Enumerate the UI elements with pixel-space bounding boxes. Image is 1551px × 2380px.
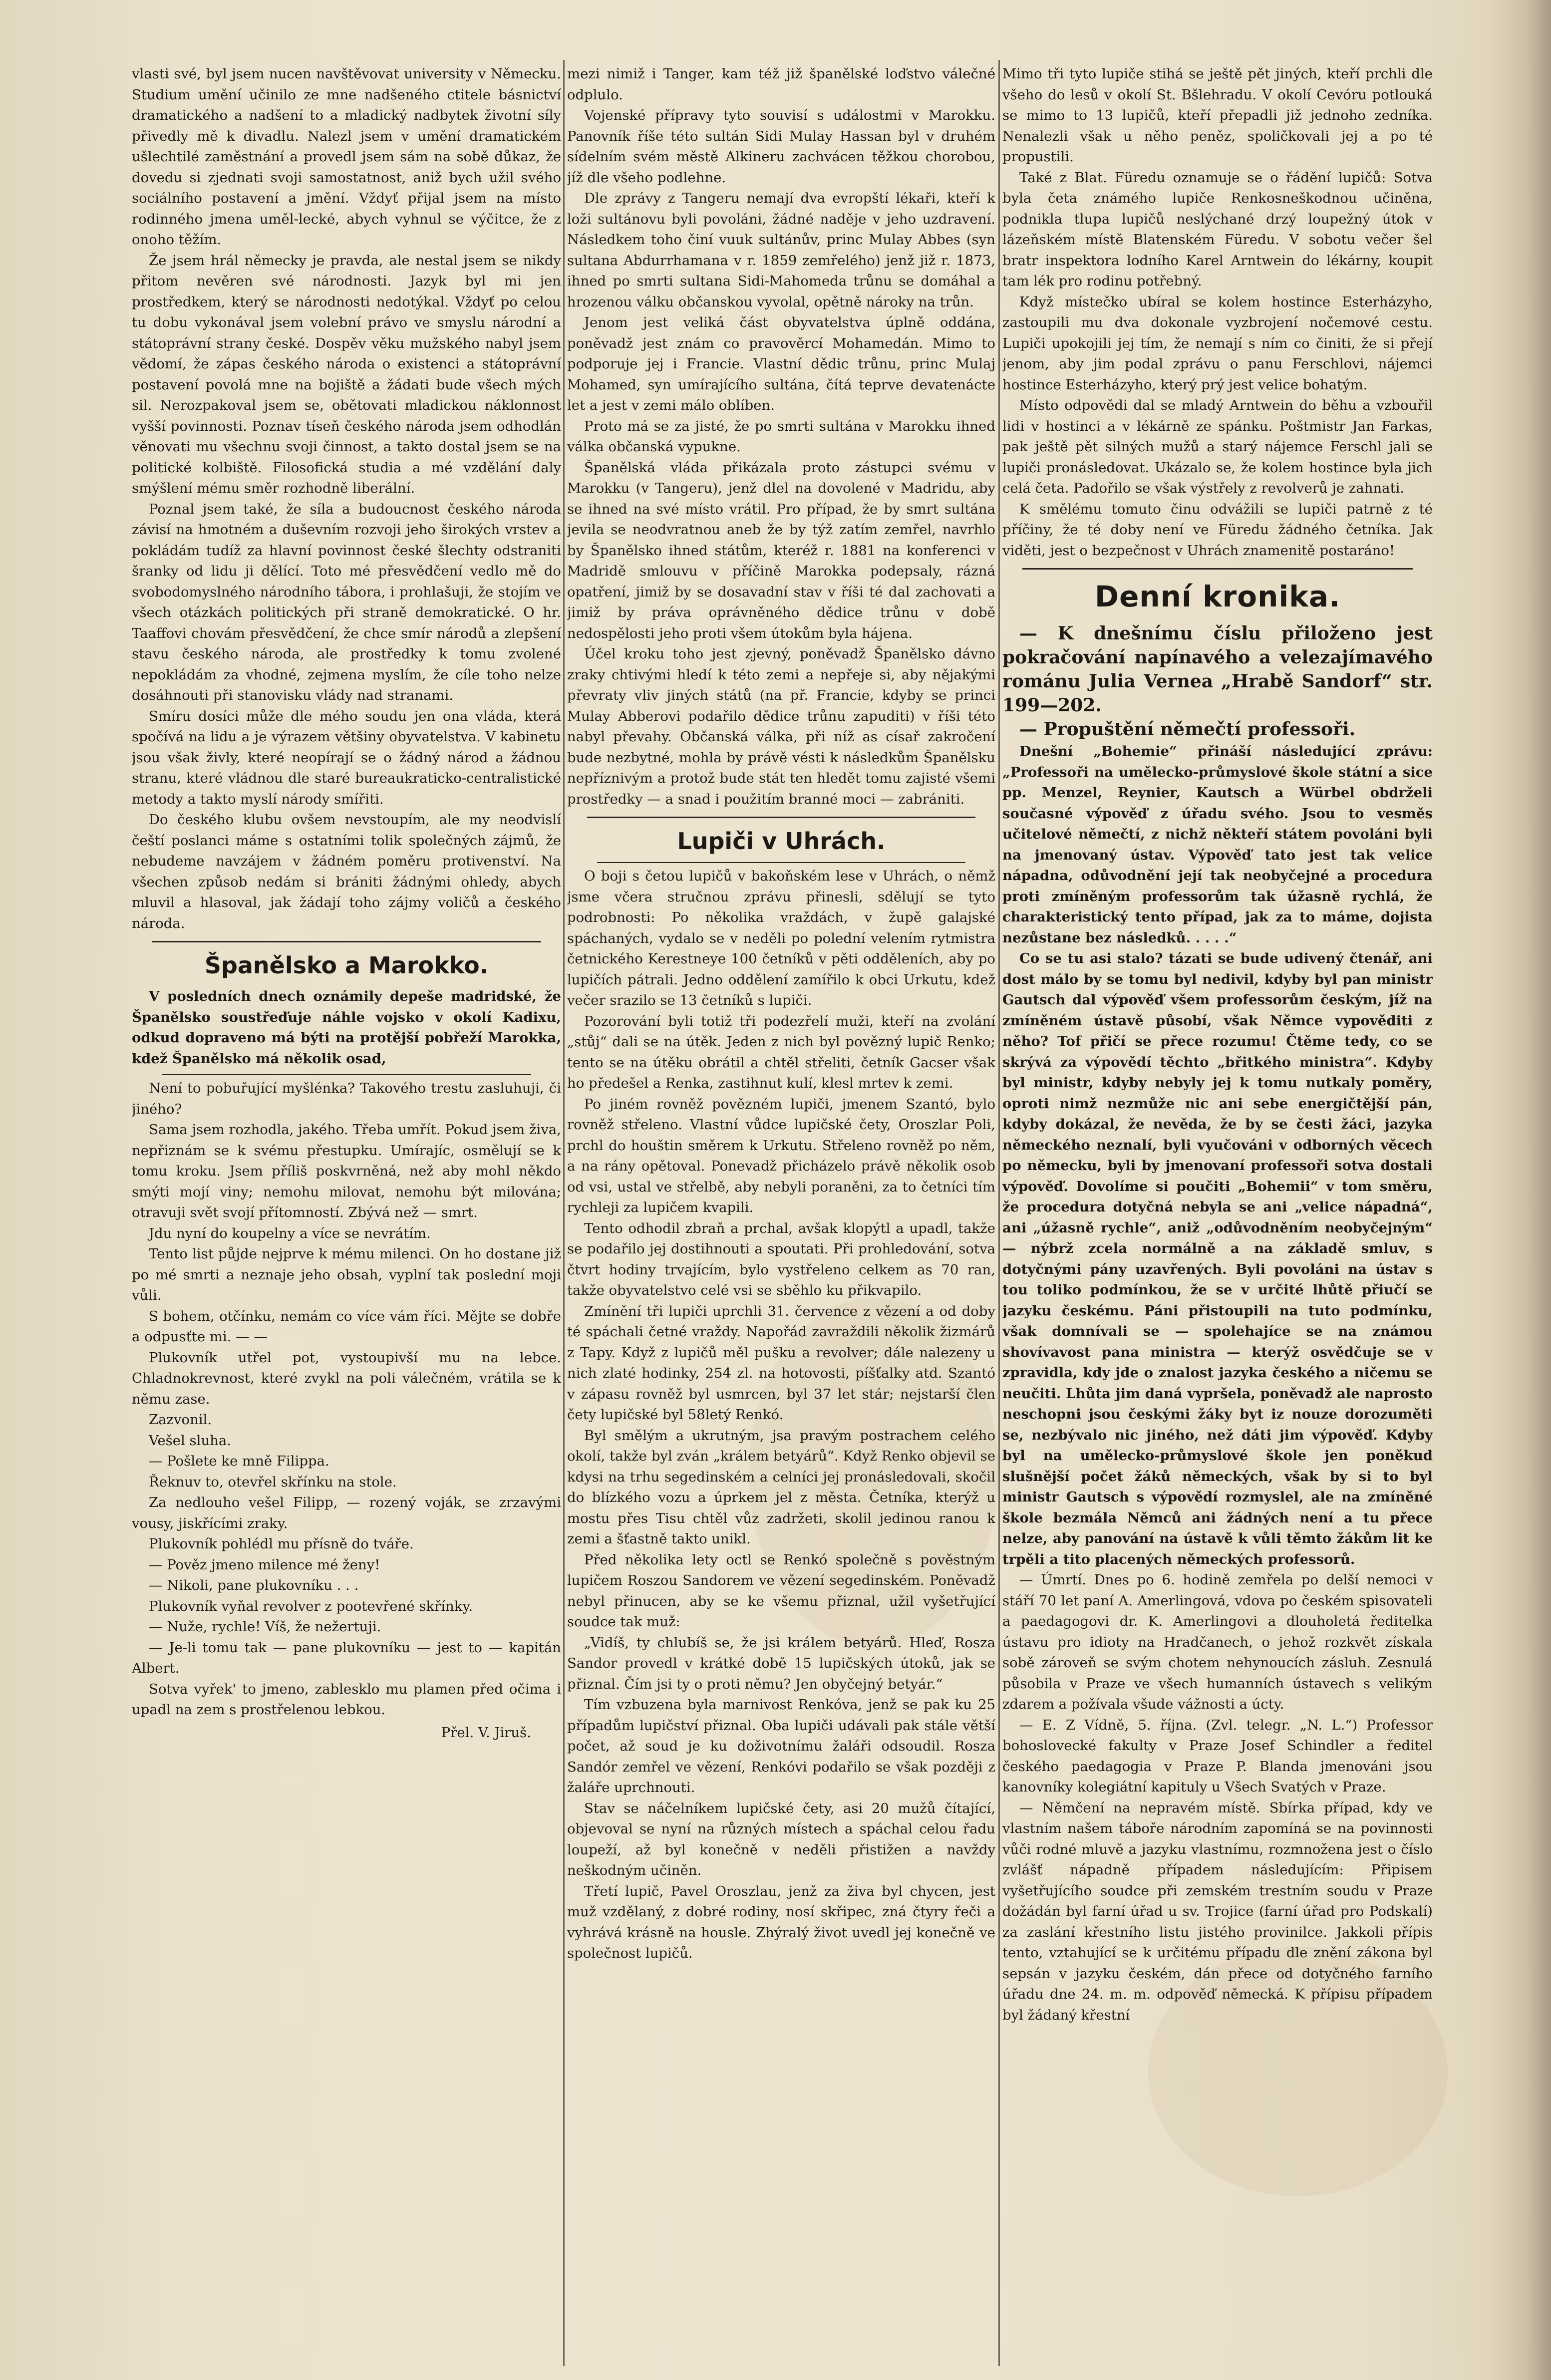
story-line: — Nikoli, pane plukovníku . . . [149,1577,359,1593]
story-line: S bohem, otčínku, nemám co více vám říci. Mějte se dobře a odpusťte mi. — — [132,1308,561,1345]
paragraph: mezi nimiž i Tanger, kam též již španělské loďstvo válečné odplulo. [567,66,995,103]
paragraph: Smíru dosíci může dle mého soudu jen ona vláda, která spočívá na lidu a je výrazem většiny obyvatelstva. V kabinetu jsou však živly, které neopírají se o žádný národ a žádnou stranu, které vládnou dle staré bureaukraticko-centralistické metody a takto myslí národy smířiti. [132,708,561,807]
story-line: Jdu nyní do koupelny a více se nevrátím. [149,1225,431,1241]
column-rule [563,60,565,2366]
lead-notice: — K dnešnímu číslu přiloženo jest pokračování napínavého a velezajímavého románu Julia Vernea „Hrabě Sandorf“ str. 199—202. [1002,623,1433,716]
story-line: Tento list půjde nejprve k mému milenci. On ho dostane již po mé smrti a neznaje jeho obsah, vyplní tak poslední moji vůli. [132,1246,561,1303]
paragraph: — E. Z Vídně, 5. října. (Zvl. telegr. „N. L.“) Professor bohoslovecké fakulty v Praze Josef Schindler a ředitel českého paedagogia v Praze P. Blanda jmenováni jsou kanovníky kolegiátní kapituly u Všech Svatých v Praze. [1002,1717,1433,1795]
signature: Přel. V. Jiruš. [441,1724,531,1741]
section-divider [162,1074,531,1075]
paragraph: Místo odpovědi dal se mladý Arntwein do běhu a vzbouřil lidi v hostinci a v lékárně ze spánku. Poštmistr Jan Farkas, pak ještě pět silných mužů a starý nájemce Ferschl jali se lupiči pronásledovat. Ukázalo se, že kolem hostince byla jich celá četa. Padořilo se však výstřely z revolverů je zahnati. [1002,397,1433,496]
paragraph: Že jsem hrál německy je pravda, ale nestal jsem se nikdy přitom nevěren své národnosti. Jazyk byl mi jen prostředkem, který se národnosti nedotýkal. Vždyť po celou tu dobu vykonával jsem volební právo ve smyslu národní a státoprávní strany české. Dospěv věku mužského nabyl jsem vědomí, že zápas českého národa o existenci a státoprávní postavení povolá mne na bojiště a žádati bude všech mých sil. Nerozpakoval jsem se, obětovati mladickou náklonnost vyšší povinnosti. Poznav tíseň českého národa jsem odhodlán věnovati mu všechnu svoji činnost, a takto dostal jsem se na politické kolbiště. Filosofická studia a mé vzdělání daly smýšlení mému směr rozhodně liberální. [132,252,561,496]
story-line: Plukovník utřel pot, vystoupivší mu na lebce. Chladnokrevnost, které zvykl na poli válečném, vrátila se k němu zase. [132,1349,561,1407]
paragraph: Pozorování byli totiž tři podezřelí muži, kteří na zvolání „stůj“ dali se na útěk. Jeden z nich byl povězný lupič Renko; tento se na útěku obrátil a chtěl střeliti, četník Gacser však ho předešel a Renka, zastihnut kulí, klesl mrtev k zemi. [567,1013,995,1091]
story-line: Řeknuv to, otevřel skřínku na stole. [149,1474,397,1490]
story-line: Zazvonil. [149,1412,212,1428]
section-divider [597,862,965,863]
section-heading: Španělsko a Marokko. [204,952,489,979]
paragraph: Do českého klubu ovšem nevstoupím, ale my neodvislí čeští poslanci máme s ostatními tolik společných zájmů, že nebudeme navzájem v žádném poměru protivenství. Na všechen způsob nedám si brániti žádnými ohledy, abych mluvil a hlasoval, jak žádají toho zájmy voličů a českého národa. [132,812,561,931]
story-line: Vešel sluha. [149,1432,231,1449]
paragraph: — Němčení na nepravém místě. Sbírka případ, kdy ve vlastním našem táboře národním zapomíná se na povinnosti vůči rodné mluvě a jazyku vlastnímu, rozmnožena jest o číslo zvlášť nápadně případem následujícím: Připisem vyšetřujícího soudce při zemském trestním soudu v Praze dožádán byl farní úřad u sv. Trojice (farní úřad pro Podskalí) za zaslání křestního listu jistého provinilce. Jakkoli přípis tento, vztahující se k určitému případu dle znění zákona byl sepsán v jazyku českém, dán přece od dotyčného farního úřadu dne 24. m. m. odpověď německá. K přípisu případem byl žádaný křestní [1002,1799,1433,2023]
paragraph: „Vidíš, ty chlubíš se, že jsi králem betyárů. Hleď, Rosza Sandor provedl v krátké době 15 lupičských útoků, jak se přiznal. Čím jsi ty o proti němu? Jen obyčejný betyár.“ [567,1634,995,1692]
section-heading: Lupiči v Uhrách. [677,828,886,855]
paragraph: V posledních dnech oznámily depeše madridské, že Španělsko soustřeďuje náhle vojsko v okolí Kadixu, odkud dopraveno má býti na protější pobřeží Marokka, kdež Španělsko má několik osad, [132,988,561,1067]
feuilleton-story [132,1078,561,1743]
story-line: — Je-li tomu tak — pane plukovníku — jest to — kapitán Albert. [132,1639,561,1676]
paragraph: Byl smělým a ukrutným, jsa pravým postrachem celého okolí, takže byl zván „králem betyárů“. Když Renko objevil se kdysi na trhu segedinském a celníci jej pronásledovali, skočil do blízkého vozu a úprkem jel z města. Četníka, kterýž u mostu přes Tisu chtěl vůz zadržeti, skolil jedinou ranou k zemi a šťastně takto unikl. [567,1427,995,1547]
section-heading: Denní kronika. [1094,580,1341,613]
paragraph: vlasti své, byl jsem nucen navštěvovat university v Německu. Studium umění učinilo ze mne nadšeného ctitele básnictví dramatického a nadšení to a mladický nadbytek životní síly přivedly mě k divadlu. Nalezl jsem v umění dramatickém ušlechtilé zaměstnání a provedl jsem sám na sobě důkaz, že dovedu si zjednati svoji samostatnost, aniž bych užil svého sociálního postavení a jmění. Vždyť přijal jsem na místo rodinného jmena uměl-lecké, abych vyhnul se výčitce, že z onoho těžím. [132,66,561,248]
story-line: Sotva vyřek' to jmeno, zablesklo mu plamen před očima i upadl na zem s prostřelenou lebkou. [132,1681,561,1718]
paragraph: Vojenské přípravy tyto souvisí s událostmi v Marokku. Panovník říše této sultán Sidi Mulay Hassan byl v druhém sídelním svém městě Alkineru zachvácen těžkou chorobou, jíž dle všeho podlehne. [567,107,995,186]
paragraph: Stav se náčelníkem lupičské čety, asi 20 mužů čítající, objevoval se nyní na různých místech a spáchal celou řadu loupeží, až byl konečně v neděli přistižen a navždy neškodným učiněn. [567,1800,995,1878]
page-edge-shadow [1490,0,1551,2380]
paragraph: Účel kroku toho jest zjevný, poněvadž Španělsko dávno zraky chtivými hledí k této zemi a nepřeje si, aby nějakými převraty vliv jiných států (na př. Francie, kdyby se princi Mulay Abberovi podařilo dědice trůnu zapuditi) v říši této nabyl převahy. Občanská válka, při níž as císař zakročení bude nezbytné, mohla by právě vésti k následkům Španělsku nepříznivým a protož bude stát ten hledět tomu zajisté všemi prostředky — a snad i použitím branné moci — zabrániti. [567,646,995,807]
paragraph: Mimo tři tyto lupiče stihá se ještě pět jiných, kteří prchli dle všeho do lesů v okolí St. Bšlehradu. V okolí Cevóru potlouká se mimo to 13 lupičů, kteří přepadli již jednoho zedníka. Nenalezli však u něho peněz, spoličkovali jej a po té propustili. [1002,66,1433,165]
column-2 [567,64,995,2365]
column-rule [998,60,1000,2366]
paragraph: K smělému tomuto činu odvážili se lupiči patrně z té příčiny, že té doby není ve Füredu žádného četníka. Jak viděti, jest o bezpečnost v Uhrách znamenitě postaráno! [1002,501,1433,559]
paragraph: Také z Blat. Füredu oznamuje se o řádění lupičů: Sotva byla četa známého lupiče Renkosneškodnou učiněna, podnikla tlupa lupičů neslýchané drzý loupežný útok v lázeňském místě Blatenském Füredu. V sobotu večer šel bratr inspektora lodního Karel Arntwein do lékárny, koupit tam lék pro rodinu potřebný. [1002,169,1433,289]
story-line: — Nuže, rychle! Víš, že nežertuji. [149,1619,381,1635]
story-line: — Pošlete ke mně Filippa. [149,1453,329,1469]
paragraph: O boji s četou lupičů v bakoňském lese v Uhrách, o němž jsme včera stručnou zprávu přinesli, sdělují se tyto podrobnosti: Po několika vraždách, v župě galajské spáchaných, vydalo se v neděli po polední velením rytmistra četnického Kerestneye 100 četníků v pěti odděleních, aby po lupičích pátrali. Jedno oddělení zamířilo k obci Urkutu, kdež večer srazilo se 13 četníků s lupiči. [567,868,995,1008]
paragraph: — Úmrtí. Dnes po 6. hodině zemřela po delší nemoci v stáří 70 let paní A. Amerlingová, vdova po českém spisovateli a paedagogovi dr. K. Amerlingovi a dlouholetá ředitelka ústavu pro idioty na Hradčanech, o jehož rozkvět získala sobě zároveň se svým chotem nehynoucích zásluh. Zesnulá působila v Praze ve všech humanních ústavech s velikým zdarem a požívala všude vážnosti a úcty. [1002,1572,1433,1712]
paragraph: Tento odhodil zbraň a prchal, avšak klopýtl a upadl, takže se podařilo jej dostihnouti a spoutati. Při prohledování, sotva čtvrt hodiny trvajícím, bylo vystřeleno celkem as 70 ran, takže obyvatelstvo celé vsi se sběhlo ku přikvapilo. [567,1220,995,1298]
paragraph: Dnešní „Bohemie“ přináší následující zprávu: „Professoři na umělecko-průmyslové škole státní a sice pp. Menzel, Reynier, Kautsch a Würbel obdrželi současné výpověď z úřadu svého. Jsou to vesměs učitelové němečtí, z nichž někteří státem povoláni byli na jmenovaný ústav. Výpověď tato jest tak velice nápadna, odůvodnění její tak neobyčejné a procedura proti zmíněným professorům tak úžasně rychlá, že charakteristický tento případ, jak za to máme, dojista nezůstane bez následků. . . . .“ [1002,743,1433,946]
story-line: Za nedlouho vešel Filipp, — rozený voják, se zrzavými vousy, jiskřícími zraky. [132,1494,561,1531]
paragraph: Dle zprávy z Tangeru nemají dva evropští lékaři, kteří k loži sultánovu byli povoláni, žádné naděje v jeho uzdravení. Následkem toho činí vuuk sultánův, princ Mulay Abbes (syn sultana Abdurrhamana v r. 1859 zemřelého) jenž již r. 1873, ihned po smrti sultana Sidi-Mahomeda trůnu se domáhal a hrozenou válku občanskou vyvolal, opětně nároky na trůn. [567,190,995,310]
paragraph: Poznal jsem také, že síla a budoucnost českého národa závisí na hmotném a duševním rozvoji jeho širokých vrstev a pokládám tudíž za hlavní povinnost české šlechty odstraniti šranky od lidu ji dělící. Toto mé přesvědčení vedlo mě do svobodomyslného národního tábora, i prohlašuji, že stojím ve všech otázkách politických při straně demokratické. O hr. Taaffovi chovám přesvědčení, že chce smír národů a zlepšení stavu českého národa, ale prostředky k tomu zvolené nepokládám za vhodné, zejmena myslím, že cíle toho nelze dosáhnouti při stanovisku vlády nad stranami. [132,501,561,703]
section-divider [152,941,541,942]
paragraph: Španělská vláda přikázala proto zástupci svému v Marokku (v Tangeru), jenž dlel na dovolené v Madridu, aby se ihned na své místo vrátil. Pro případ, že by smrt sultána jevila se neodvratnou aneb že by týž zatím zemřel, navrhlo by Španělsko ihned státům, kteréž r. 1881 na konferenci v Madridě smlouvu v příčině Marokka podepsaly, rázná opatření, jimiž by se dosavadní stav v říši té dal zachovati a jimiž by práva oprávněného dědice trůnu v době nedospělosti jeho proti všem útokům byla hájena. [567,459,995,641]
story-line: Plukovník vyňal revolver z pootevřené skřínky. [149,1598,473,1614]
story-line: Sama jsem rozhodla, jakého. Třeba umřít. Pokud jsem živa, nepřiznám se k svému přestupku. Umírajíc, osmělují se k tomu kroku. Jsem příliš poskvrněná, než aby mohl někdo smýti mojí viny; nemohu milovat, nemohu být milována; otravuji svět svojí přítomností. Zbývá než — smrt. [132,1122,561,1220]
story-line: — Pověz jmeno milence mé ženy! [149,1556,380,1573]
section-divider [587,817,975,818]
section-divider [1022,568,1413,570]
paragraph: Proto má se za jisté, že po smrti sultána v Marokku ihned válka občanská vypukne. [567,418,995,455]
paragraph: Třetí lupič, Pavel Oroszlau, jenž za živa byl chycen, jest muž vzdělaný, z dobré rodiny, nosí skřipec, zná čtyry řeči a vyhrává krásně na housle. Zhýralý život uvedl jej konečně ve společnost lupičů. [567,1883,995,1961]
column-1 [132,64,561,2365]
story-line: Plukovník pohlédl mu přísně do tváře. [149,1536,414,1552]
story-line: Není to pobuřující myšlénka? Takového trestu zasluhuji, či jiného? [132,1080,561,1117]
paragraph: Co se tu asi stalo? tázati se bude udivený čtenář, ani dost málo by se tomu byl nedivil, kdyby byl pan ministr Gautsch dal výpověď všem professorům českým, jíž na zmíněném ústavě působí, však Němce vypověditi z něho? Tof přičí se přece rozumu! Čtěme tedy, co se skrývá za výpovědí těchto „břitkého ministra“. Kdyby byl ministr, kdyby nebyly jej k tomu nutkaly poměry, oproti nimž nezmůže nic ani sebe energičtější pán, kdyby dokázal, že nevěda, že by se česti žáci, jazyka německého neznalí, byli vyučováni v odborných věcech po německu, byli by jmenovaní professoři sotva dostali výpověď. Dovolíme si poučiti „Bohemii“ v tom směru, že procedura dotyčná nebyla se ani „velice nápadná“, ani „úžasně rychle“, aniž „odůvodněním neobyčejným“ — nýbrž zcela normálně a na základě smluv, s dotyčnými pány uzavřených. Byli povoláni na ústav s tou toliko podmínkou, že se v určité lhůtě přiučí se jazyku českému. Páni přistoupili na tuto podmínku, však domnívali se — spolehajíce se na známou shovívavost pana ministra — kterýž osvědčuje se v zpravidla, kdy jde o znalost jazyka českého a ničemu se neučiti. Lhůta jim daná vypršela, poněvadž ale naprosto neschopni jsou českými žáky byt iz nouze dorozuměti se, nezbývalo nic jiného, než dáti jim výpověď. Kdyby byl na umělecko-průmyslové škole jen poněkud slušnější počet žáků německých, však by si to byl ministr Gautsch s výpovědí rozmyslel, ale na zmíněné škole bezmála Němců ani žádných není a tu přece nelze, aby panování na ústavě k vůli těmto žákům lit ke trpěli a tito placených německých professorů. [1002,950,1433,1567]
paragraph: Jenom jest veliká část obyvatelstva úplně oddána, poněvadž jest znám co pravověrcí Mohamedán. Mimo to podporuje jej i Francie. Vlastní dědic trůnu, princ Mulaj Mohamed, syn umírajícího sultána, čítá teprve devatenácte let a jest v zemi málo oblíben. [567,314,995,413]
news-heading: — Propuštění němečtí professoři. [1019,719,1356,740]
paragraph: Před několika lety octl se Renkó společně s pověstným lupičem Roszou Sandorem ve vězení segedinském. Poněvadž nebyl přinucen, aby se ke všemu přiznal, užil vyšetřující soudce tak muž: [567,1551,995,1630]
column-3 [1002,64,1433,2365]
paragraph: Po jiném rovněž povězném lupiči, jmenem Szantó, bylo rovněž střeleno. Vlastní vůdce lupičské čety, Oroszlar Poli, prchl do houštin směrem k Urkutu. Střeleno rovněž po něm, a na rány opětoval. Ponevadž přicházelo právě několik osob od vsi, ustal ve střelbě, aby nebyli poraněni, za to četníci tím rychleji za lupičem kvapili. [567,1096,995,1215]
paragraph: Zmínění tři lupiči uprchli 31. července z vězení a od doby té spáchali četné vraždy. Napořád zavraždili několik žizmárů z Tapy. Když z lupičů měl pušku a revolver; dále nalezeny u nich zlaté hodinky, 254 zl. na hotovosti, píšťalky atd. Szantó v zápasu rovněž byl usmrcen, byl 37 let stár; nejstarší člen čety lupičské byl 58letý Renkó. [567,1303,995,1423]
paragraph: Tím vzbuzena byla marnivost Renkóva, jenž se pak ku 25 případům lupičství přiznal. Oba lupiči udávali pak stále větší počet, až soud je ku doživotnímu žaláři odsoudil. Rosza Sandór zemřel ve vězení, Renkóvi podařilo se však později z žaláře uprchnouti. [567,1697,995,1795]
paragraph: Když místečko ubíral se kolem hostince Esterházyho, zastoupili mu dva dokonale vyzbrojení nočemové cestu. Lupiči upokojili jej tím, že nemají s ním co činiti, že si přejí jenom, aby jim podal zprávu o panu Ferschlovi, nájemci hostince Esterházyho, který prý jest velice bohatým. [1002,294,1433,393]
